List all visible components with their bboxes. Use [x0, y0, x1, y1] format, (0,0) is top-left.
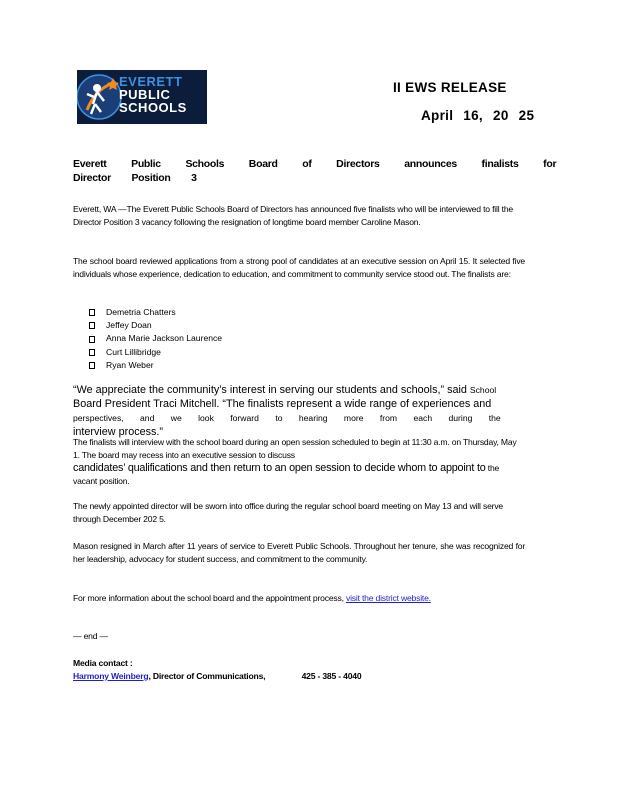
paragraph-sworn-in: The newly appointed director will be sworn into office during the regular school board meeting on May 13 and will serve through December 202 5.: [73, 501, 503, 524]
district-logo: [77, 70, 207, 124]
media-contact-line: Harmony Weinberg, Director of Communications, 425 - 385 - 4040: [73, 671, 362, 681]
list-item: Jeffey Doan: [89, 319, 222, 332]
list-item: Anna Marie Jackson Laurence: [89, 332, 222, 345]
paragraph-mason: Mason resigned in March after 11 years of service to Everett Public Schools. Throughout her tenure, she was recognized for her leadership, advocacy for student success, and commitment to the community.: [73, 541, 525, 564]
district-website-link[interactable]: visit the district website.: [346, 593, 431, 603]
bullet-icon: [89, 322, 95, 329]
media-contact-label: Media contact :: [73, 658, 133, 668]
headline-line-2: Director Position 3: [73, 172, 197, 184]
bullet-icon: [89, 362, 95, 369]
end-marker: — end —: [73, 631, 108, 641]
paragraph-quote: “We appreciate the community’s interest in serving our students and schools,” said School Board President Traci Mitchell. “The finalists represent a wide range of experiences and perspectives, and we look forward to hearing more from each during the interview process.”: [73, 384, 501, 438]
finalists-list: [89, 306, 222, 372]
headline-line-1: Everett Public Schools Board of Directors announces finalists for: [73, 158, 557, 170]
paragraph-more-info: For more information about the school board and the appointment process, visit the district website.: [73, 593, 431, 603]
contact-name-link[interactable]: Harmony Weinberg: [73, 671, 149, 681]
logo-line-3: SCHOOLS: [119, 100, 187, 115]
bullet-icon: [89, 349, 95, 356]
paragraph-intro: Everett, WA —The Everett Public Schools Board of Directors has announced five finalists who will be interviewed to fill the Director Position 3 vacancy following the resignation of longtime board member Caroline Mason.: [73, 204, 513, 227]
paragraph-review: The school board reviewed applications from a strong pool of candidates at an executive session on April 15. It selected five individuals whose experience, dedication to education, and commitment to community service stood out. The finalists are:: [73, 256, 525, 279]
bullet-icon: [89, 336, 95, 343]
logo-line-2: PUBLIC: [119, 87, 171, 102]
release-date: April 16, 20 25: [421, 108, 535, 123]
logo-wordmark: [119, 75, 187, 114]
list-item: Curt Lillibridge: [89, 346, 222, 359]
contact-phone: 425 - 385 - 4040: [301, 671, 362, 681]
list-item: Ryan Weber: [89, 359, 222, 372]
bullet-icon: [89, 309, 95, 316]
release-heading: II EWS RELEASE: [393, 80, 507, 95]
logo-line-1: EVERETT: [119, 74, 183, 89]
list-item: Demetria Chatters: [89, 306, 222, 319]
paragraph-interview: The finalists will interview with the school board during an open session scheduled to begin at 11:30 a.m. on Thursday, May 1. The board may recess into an executive session to discuss candidates’ qualifications and then return to an open session to decide whom to appoint to the vacant position.: [73, 437, 517, 486]
